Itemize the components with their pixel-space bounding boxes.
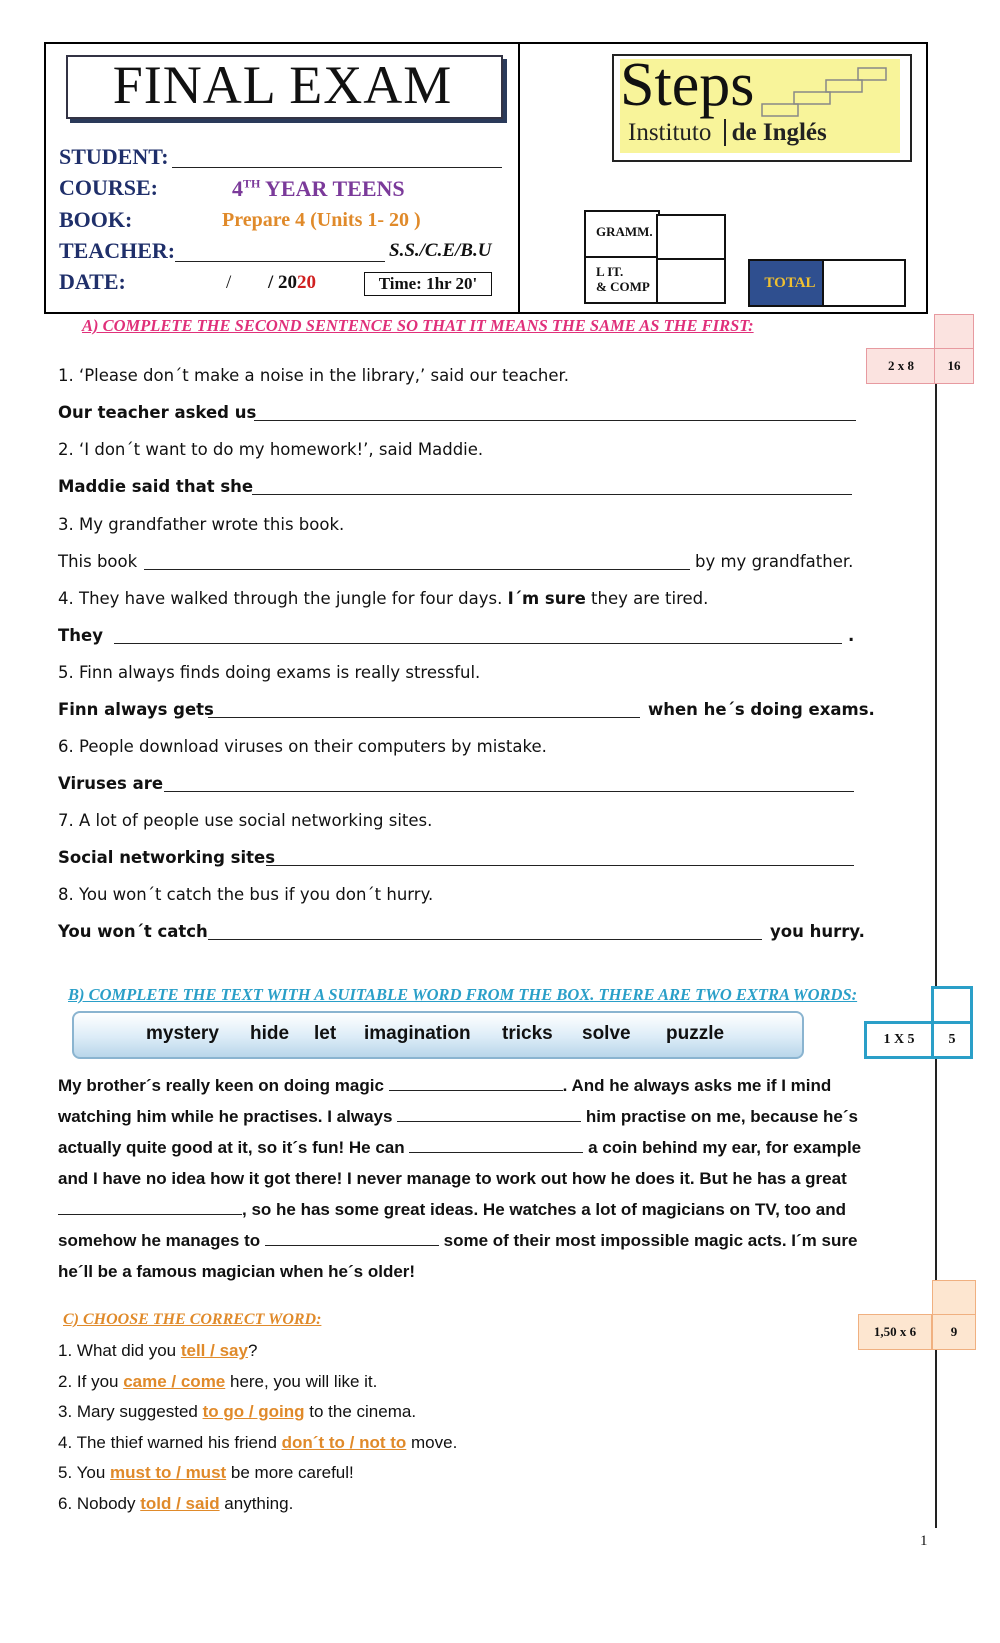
choice-option-6[interactable]: told / said <box>140 1493 220 1513</box>
choice-option-3[interactable]: to go / going <box>202 1402 305 1421</box>
course-value: 4TH YEAR TEENS <box>232 176 405 201</box>
word-puzzle: puzzle <box>666 1023 725 1044</box>
date-year: / 2020 <box>268 272 317 293</box>
book-value: Prepare 4 (Units 1- 20 ) <box>222 209 421 231</box>
date-label: DATE: <box>59 269 126 294</box>
question-7: 7. A lot of people use social networking sites. <box>58 811 433 830</box>
answer-6-line[interactable] <box>164 791 854 792</box>
answer-5-start: Finn always gets <box>58 700 214 719</box>
section-c-formula: 1,50 x 6 <box>858 1314 932 1350</box>
word-box <box>72 1011 804 1059</box>
answer-2-line[interactable] <box>252 494 852 495</box>
answer-5-line[interactable] <box>208 717 640 718</box>
teacher-name-line[interactable] <box>175 261 385 262</box>
stairs-icon <box>760 64 890 120</box>
total-label: TOTAL <box>748 259 832 307</box>
answer-8-start: You won´t catch <box>58 922 208 941</box>
text-line-6: somehow he manages to some of their most impossible magic acts. I´m sure <box>58 1231 858 1250</box>
student-label: STUDENT: <box>59 144 169 169</box>
answer-6-start: Viruses are <box>58 774 164 793</box>
answer-2-start: Maddie said that she <box>58 477 254 496</box>
word-imagination: imagination <box>364 1023 471 1044</box>
choice-option-4[interactable]: don´t to / not to <box>281 1432 407 1452</box>
section-c-heading: C) CHOOSE THE CORRECT WORD: <box>63 1311 322 1328</box>
word-tricks: tricks <box>502 1023 553 1044</box>
question-4: 4. They have walked through the jungle for four days. I´m sure they are tired. <box>58 589 709 608</box>
time-box: Time: 1hr 20' <box>364 272 492 296</box>
gramm-label: GRAMM. <box>596 224 653 239</box>
section-b-formula: 1 X 5 <box>864 1021 934 1059</box>
section-b-text <box>58 1070 918 1287</box>
header-divider <box>518 42 520 312</box>
text-line-7: he´ll be a famous magician when he´s older! <box>58 1262 416 1281</box>
question-6: 6. People download viruses on their computers by mistake. <box>58 737 547 756</box>
score-label-divider <box>584 256 658 258</box>
gap-5[interactable] <box>265 1231 439 1246</box>
gap-1[interactable] <box>389 1076 563 1091</box>
section-c-total: 9 <box>932 1314 976 1350</box>
section-c-mark-top <box>932 1280 976 1316</box>
total-score-box[interactable] <box>822 259 906 307</box>
choice-item-4: 4. The thief warned his friend don´t to / not to move. <box>58 1432 458 1452</box>
question-3: 3. My grandfather wrote this book. <box>58 515 345 534</box>
answer-8-line[interactable] <box>208 939 762 940</box>
gramm-score-box[interactable] <box>656 214 726 260</box>
section-b-total: 5 <box>931 1021 973 1059</box>
book-label: BOOK: <box>59 207 133 232</box>
teacher-codes: S.S./C.E/B.U <box>389 240 492 261</box>
exam-title: FINAL EXAM <box>112 55 453 115</box>
section-c-items <box>58 1336 457 1519</box>
word-let: let <box>314 1023 337 1044</box>
question-8: 8. You won´t catch the bus if you don´t hurry. <box>58 885 434 904</box>
lit-comp-label: L IT. & COMP <box>596 264 650 294</box>
answer-3-end: by my grandfather. <box>695 552 854 571</box>
date-slash-1: / <box>226 272 232 293</box>
word-hide: hide <box>250 1023 290 1044</box>
course-label: COURSE: <box>59 175 159 200</box>
teacher-label: TEACHER: <box>59 238 176 263</box>
gap-3[interactable] <box>409 1138 583 1153</box>
answer-3-line[interactable] <box>144 569 690 570</box>
choice-option-2[interactable]: came / come <box>123 1371 226 1391</box>
question-2: 2. ‘I don´t want to do my homework!’, said Maddie. <box>58 440 484 459</box>
answer-5-end: when he´s doing exams. <box>648 700 875 719</box>
question-1: 1. ‘Please don´t make a noise in the library,’ said our teacher. <box>58 366 569 385</box>
question-5: 5. Finn always finds doing exams is really stressful. <box>58 663 481 682</box>
choice-item-1: 1. What did you tell / say? <box>58 1341 258 1360</box>
choice-item-2: 2. If you came / come here, you will like it. <box>58 1371 378 1391</box>
section-a-formula: 2 x 8 <box>866 348 936 384</box>
answer-7-line[interactable] <box>266 865 854 866</box>
choice-option-1[interactable]: tell / say <box>180 1341 248 1360</box>
text-line-3: actually quite good at it, so it´s fun! He can a coin behind my ear, for example <box>58 1138 862 1157</box>
answer-7-start: Social networking sites <box>58 848 276 867</box>
lit-comp-score-box[interactable] <box>656 258 726 304</box>
word-mystery: mystery <box>146 1023 219 1044</box>
text-line-2: watching him while he practises. I always him practise on me, because he´s <box>58 1107 858 1126</box>
text-line-1: My brother´s really keen on doing magic . And he always asks me if I mind <box>58 1076 832 1095</box>
student-name-line[interactable] <box>172 167 502 168</box>
text-line-5: , so he has some great ideas. He watches a lot of magicians on TV, too and <box>58 1194 918 1225</box>
answer-1-start: Our teacher asked us <box>58 403 257 422</box>
answer-4-line[interactable] <box>114 643 842 644</box>
gap-2[interactable] <box>397 1107 581 1122</box>
section-a-heading: A) COMPLETE THE SECOND SENTENCE SO THAT IT MEANS THE SAME AS THE FIRST: <box>82 316 754 335</box>
answer-4-end: . <box>848 626 855 645</box>
choice-item-5: 5. You must to / must be more careful! <box>58 1463 354 1482</box>
section-b-mark-top <box>931 986 973 1024</box>
word-solve: solve <box>582 1023 631 1044</box>
page-number: 1 <box>920 1533 928 1549</box>
answer-8-end: you hurry. <box>770 922 865 941</box>
section-b-heading: B) COMPLETE THE TEXT WITH A SUITABLE WORD FROM THE BOX. THERE ARE TWO EXTRA WORDS: <box>68 985 858 1004</box>
answer-1-line[interactable] <box>254 420 856 421</box>
answer-3-start: This book <box>58 552 138 571</box>
choice-item-6: 6. Nobody told / said anything. <box>58 1493 294 1513</box>
logo-subtitle: Instituto de Inglés <box>628 119 827 146</box>
margin-rule <box>935 348 937 1528</box>
section-a-total: 16 <box>934 348 974 384</box>
answer-4-start: They <box>58 626 103 645</box>
text-line-4: and I have no idea how it got there! I never manage to work out how he does it. But he has a great <box>58 1169 847 1188</box>
section-a-mark-top <box>934 314 974 350</box>
gap-4[interactable] <box>58 1200 242 1215</box>
choice-option-5[interactable]: must to / must <box>110 1463 227 1482</box>
choice-item-3: 3. Mary suggested to go / going to the cinema. <box>58 1402 417 1421</box>
logo-name: Steps <box>620 51 755 119</box>
